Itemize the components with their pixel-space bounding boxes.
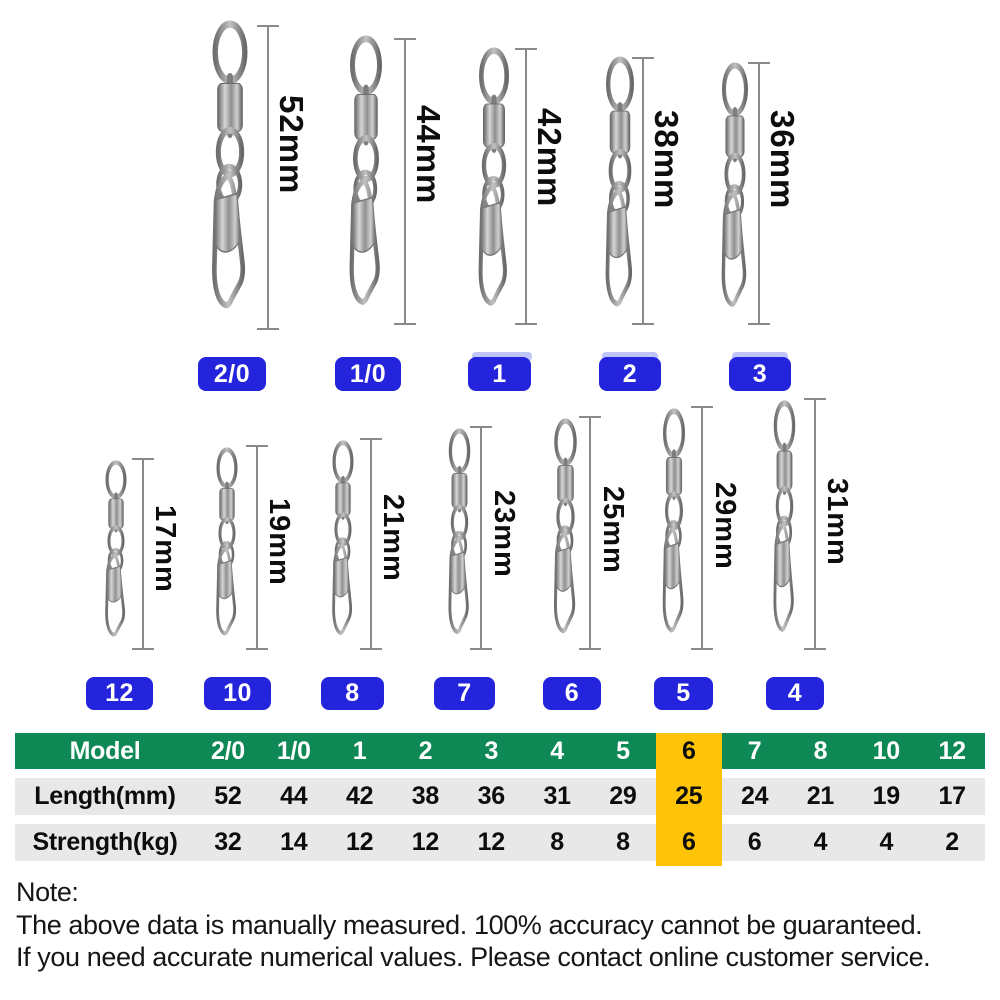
table-header-cell: 5 bbox=[616, 736, 630, 765]
model-badge: 10 bbox=[204, 677, 271, 710]
table-cell: 38 bbox=[411, 782, 440, 810]
note-line: If you need accurate numerical values. Please contact online customer service. bbox=[16, 942, 931, 972]
table-header-cell: 4 bbox=[550, 736, 564, 765]
table-cell: 32 bbox=[214, 828, 242, 856]
table-cell-highlighted: 6 bbox=[656, 824, 722, 861]
swivel-illustration bbox=[322, 440, 364, 651]
length-label: 42mm bbox=[531, 108, 568, 208]
swivel-illustration bbox=[206, 447, 248, 651]
table-cell: 36 bbox=[477, 782, 505, 810]
swivel-illustration bbox=[334, 35, 398, 327]
table-cell: 2 bbox=[945, 828, 959, 856]
table-cell: 17 bbox=[938, 782, 966, 810]
length-label: 52mm bbox=[273, 95, 310, 195]
table-cell-highlighted: 25 bbox=[656, 778, 722, 815]
table-cell: 44 bbox=[280, 782, 308, 810]
table-cell: 31 bbox=[543, 782, 571, 810]
table-header-cell: 1/0 bbox=[276, 736, 311, 765]
model-badge: 12 bbox=[86, 677, 153, 710]
model-badge: 2 bbox=[599, 357, 661, 391]
table-cell: 24 bbox=[740, 782, 769, 810]
swivel-illustration bbox=[95, 460, 137, 651]
model-badge: 7 bbox=[434, 677, 495, 710]
table-header-cell: 10 bbox=[872, 736, 900, 765]
table-header-cell: 2/0 bbox=[210, 736, 245, 765]
table-header-cell: 2 bbox=[418, 736, 433, 765]
table-header-row bbox=[15, 733, 985, 769]
table-header-cell: 12 bbox=[938, 736, 966, 765]
table-header-cell-highlighted: 6 bbox=[656, 733, 722, 769]
length-label: 44mm bbox=[410, 105, 447, 205]
swivel-illustration bbox=[763, 400, 806, 651]
table-cell: 19 bbox=[872, 782, 900, 810]
model-badge: 1/0 bbox=[335, 357, 401, 391]
table-header-model: Model bbox=[69, 736, 141, 765]
swivel-illustration bbox=[652, 408, 696, 651]
table-row-label: Strength(kg) bbox=[32, 828, 178, 856]
table-cell: 52 bbox=[214, 782, 242, 810]
length-label: 29mm bbox=[709, 482, 741, 570]
model-badge: 6 bbox=[543, 677, 601, 710]
model-badge: 2/0 bbox=[198, 357, 266, 391]
length-label: 19mm bbox=[263, 498, 295, 586]
table-strength-row bbox=[15, 824, 985, 861]
table-header-cell: 8 bbox=[813, 736, 828, 765]
model-badge: 8 bbox=[321, 677, 384, 710]
table-cell: 4 bbox=[879, 828, 894, 856]
length-label: 38mm bbox=[648, 110, 685, 210]
note-line: The above data is manually measured. 100% accuracy cannot be guaranteed. bbox=[16, 909, 923, 940]
note-heading: Note: bbox=[16, 877, 79, 907]
table-cell: 8 bbox=[616, 828, 630, 856]
table-row-label: Length(mm) bbox=[34, 782, 176, 810]
table-header-cell: 3 bbox=[484, 736, 499, 765]
length-label: 31mm bbox=[821, 478, 853, 566]
table-header-cell: 7 bbox=[747, 736, 762, 765]
table-cell: 12 bbox=[477, 828, 505, 856]
model-badge: 1 bbox=[468, 357, 531, 391]
table-length-row bbox=[15, 778, 985, 815]
length-label: 21mm bbox=[377, 494, 409, 582]
table-cell: 6 bbox=[747, 828, 762, 856]
table-cell: 8 bbox=[550, 828, 564, 856]
length-label: 23mm bbox=[488, 490, 520, 578]
table-cell: 21 bbox=[806, 782, 835, 810]
table-cell: 14 bbox=[280, 828, 308, 856]
size-table bbox=[15, 733, 985, 861]
length-label: 36mm bbox=[764, 110, 801, 210]
model-badge: 4 bbox=[766, 677, 824, 710]
table-cell: 12 bbox=[345, 828, 374, 856]
table-header-cell: 1 bbox=[352, 736, 367, 765]
table-cell: 29 bbox=[609, 782, 637, 810]
length-label: 17mm bbox=[149, 505, 181, 593]
model-badge: 3 bbox=[729, 357, 791, 391]
table-cell: 12 bbox=[411, 828, 440, 856]
length-label: 25mm bbox=[597, 486, 629, 574]
table-cell: 4 bbox=[813, 828, 828, 856]
note-text bbox=[16, 876, 991, 974]
table-cell: 42 bbox=[345, 782, 374, 810]
model-badge: 5 bbox=[654, 677, 713, 710]
swivel-illustration bbox=[195, 20, 265, 332]
